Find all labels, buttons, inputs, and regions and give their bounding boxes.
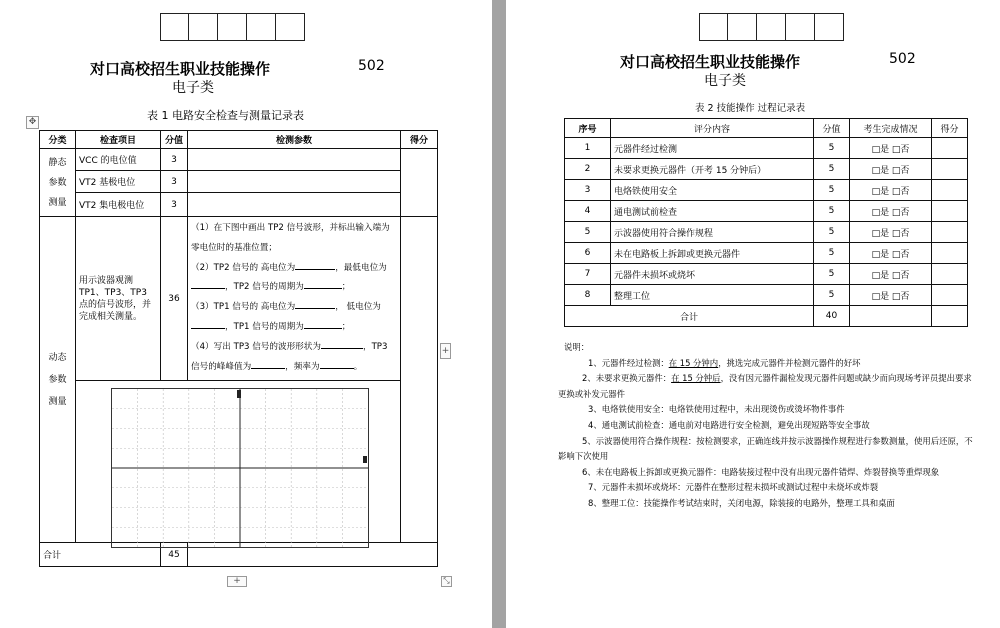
row-no: 1 (565, 138, 611, 159)
total-status-cell[interactable] (850, 306, 932, 327)
row-no: 2 (565, 159, 611, 180)
total-row (565, 306, 968, 327)
header-content: 评分内容 (611, 119, 814, 138)
header-points: 得分 (401, 131, 438, 149)
table-row (40, 217, 438, 381)
row-points-cell[interactable] (932, 264, 968, 285)
row-points-cell[interactable] (932, 201, 968, 222)
row-content: 示波器使用符合操作规程 (611, 222, 814, 243)
row-content: 元器件未损坏或烧坏 (611, 264, 814, 285)
candidate-id-boxes (699, 13, 844, 41)
row-points-cell[interactable] (932, 138, 968, 159)
note-2: 2、未要求更换元器件：在 15 分钟后，没有因元器件漏检发现元器件问题或缺少而向现场考评员提出要求更换或补发元器件 (558, 373, 972, 399)
document-page-right (506, 0, 1000, 628)
row-content: 整理工位 (611, 285, 814, 306)
id-box (699, 13, 728, 41)
add-row-button[interactable]: + (227, 576, 247, 587)
page-subtitle: 电子类 (704, 73, 746, 89)
exam-code: 502 (889, 51, 916, 67)
note-7: 7、元器件未损坏或烧坏：元器件在整形过程未损坏或测试过程中未烧坏或炸裂 (588, 482, 879, 493)
row-content: 未要求更换元器件（开考 15 分钟后） (611, 159, 814, 180)
header-no: 序号 (565, 119, 611, 138)
header-params: 检测参数 (188, 131, 401, 149)
param-input-cell[interactable] (188, 171, 401, 193)
row-status-checkboxes[interactable]: □是 □否 (850, 243, 932, 264)
header-score: 分值 (161, 131, 188, 149)
id-box (189, 13, 218, 41)
row-score: 5 (814, 138, 850, 159)
table-row (565, 180, 968, 201)
notes-section (558, 340, 974, 512)
dynamic-item: 用示波器观测 TP1、TP3、TP3 点的信号波形，并完成相关测量。 (76, 217, 161, 381)
score-cell: 3 (161, 171, 188, 193)
note-8: 8、整理工位：技能操作考试结束时，关闭电源，除装接的电路外，整理工具和桌面 (588, 497, 895, 508)
row-status-checkboxes[interactable]: □是 □否 (850, 180, 932, 201)
item-cell: VT2 集电极电位 (76, 193, 161, 217)
table-row (40, 193, 438, 217)
row-score: 5 (814, 159, 850, 180)
row-points-cell[interactable] (932, 180, 968, 201)
candidate-id-boxes (160, 13, 305, 41)
table-row (565, 264, 968, 285)
row-content: 通电测试前检查 (611, 201, 814, 222)
row-no: 8 (565, 285, 611, 306)
process-rows (565, 138, 968, 306)
item-cell: VCC 的电位值 (76, 149, 161, 171)
row-points-cell[interactable] (932, 243, 968, 264)
note-4: 4、通电测试前检查：通电前对电路进行安全检测，避免出现短路等安全事故 (588, 419, 870, 430)
row-score: 5 (814, 180, 850, 201)
row-points-cell[interactable] (932, 159, 968, 180)
document-page-left (0, 0, 492, 628)
total-label: 合计 (565, 306, 814, 327)
row-no: 6 (565, 243, 611, 264)
row-content: 电烙铁使用安全 (611, 180, 814, 201)
row-content: 元器件经过检测 (611, 138, 814, 159)
table-caption: 表 1 电路安全检查与测量记录表 (147, 109, 304, 122)
id-box (757, 13, 786, 41)
row-score: 5 (814, 243, 850, 264)
row-no: 3 (565, 180, 611, 201)
category-static: 静态 参数 测量 (40, 149, 76, 217)
table-row (565, 201, 968, 222)
note-1: 1、元器件经过检测：在 15 分钟内，挑选完成元器件并检测元器件的好坏 (588, 357, 861, 368)
table-row (565, 159, 968, 180)
row-status-checkboxes[interactable]: □是 □否 (850, 159, 932, 180)
row-content: 未在电路板上拆卸或更换元器件 (611, 243, 814, 264)
row-score: 5 (814, 264, 850, 285)
row-score: 5 (814, 285, 850, 306)
row-no: 4 (565, 201, 611, 222)
table-resize-handle[interactable]: ⤡ (441, 576, 452, 587)
table-header-row (40, 131, 438, 149)
table-row (40, 171, 438, 193)
page-title: 对口高校招生职业技能操作 (90, 60, 271, 78)
row-points-cell[interactable] (932, 222, 968, 243)
category-dynamic: 动态 参数 测量 (40, 217, 76, 543)
page-subtitle: 电子类 (172, 80, 214, 96)
total-label: 合计 (40, 543, 161, 567)
id-box (728, 13, 757, 41)
dynamic-score: 36 (161, 217, 188, 381)
table-row (40, 149, 438, 171)
total-score: 45 (161, 543, 188, 567)
id-box (218, 13, 247, 41)
table-row (565, 138, 968, 159)
id-box (160, 13, 189, 41)
table-row (565, 222, 968, 243)
note-6: 6、未在电路板上拆卸或更换元器件：电路装接过程中没有出现元器件错焊、炸裂替换等重焊现象 (582, 466, 940, 477)
param-input-cell[interactable] (188, 149, 401, 171)
exam-code: 502 (358, 58, 385, 74)
score-cell: 3 (161, 149, 188, 171)
row-status-checkboxes[interactable]: □是 □否 (850, 201, 932, 222)
table-2-process (564, 118, 968, 327)
dynamic-params: （1）在下图中画出 TP2 信号波形，并标出输入端为零电位时的基准位置； （2）TP2 信号的 高电位为 ，最低电位为 ，TP2 信号的周期为 ； （3）TP1 信号的 高电位为 ， 低电位为 ，TP1 信号的周期为 ； （4）写出 TP3 信号的波形形状为 ，TP3 信号的峰峰值为 ，频率为 。 (188, 217, 401, 381)
row-no: 7 (565, 264, 611, 285)
table-move-handle[interactable]: ✥ (26, 116, 39, 129)
page-separator (492, 0, 506, 628)
add-column-button[interactable]: + (440, 343, 451, 359)
row-status-checkboxes[interactable]: □是 □否 (850, 138, 932, 159)
item-cell: VT2 基极电位 (76, 171, 161, 193)
table-row (565, 243, 968, 264)
header-item: 检查项目 (76, 131, 161, 149)
score-cell: 3 (161, 193, 188, 217)
row-status-checkboxes[interactable]: □是 □否 (850, 222, 932, 243)
id-box (247, 13, 276, 41)
header-category: 分类 (40, 131, 76, 149)
header-score: 分值 (814, 119, 850, 138)
total-points-cell[interactable] (932, 306, 968, 327)
row-no: 5 (565, 222, 611, 243)
total-score: 40 (814, 306, 850, 327)
id-box (786, 13, 815, 41)
note-3: 3、电烙铁使用安全：电烙铁使用过程中，未出现烫伤或烫坏物件事件 (588, 404, 845, 415)
notes-title: 说明： (564, 342, 590, 352)
row-score: 5 (814, 222, 850, 243)
row-points-cell[interactable] (932, 285, 968, 306)
points-cell[interactable] (401, 149, 438, 217)
row-status-checkboxes[interactable]: □是 □否 (850, 264, 932, 285)
oscilloscope-grid[interactable] (111, 388, 369, 548)
row-score: 5 (814, 201, 850, 222)
header-points: 得分 (932, 119, 968, 138)
id-box (276, 13, 305, 41)
id-box (815, 13, 844, 41)
table-caption: 表 2 技能操作 过程记录表 (695, 103, 806, 114)
param-input-cell[interactable] (188, 193, 401, 217)
table-row (565, 285, 968, 306)
note-5: 5、示波器使用符合操作规程：按检测要求，正确连线并按示波器操作规程进行参数测量，使用后还原，不影响下次使用 (558, 435, 973, 462)
table-header-row (565, 119, 968, 138)
page-title: 对口高校招生职业技能操作 (620, 53, 801, 71)
header-status: 考生完成情况 (850, 119, 932, 138)
dynamic-points-cell[interactable] (401, 217, 438, 543)
row-status-checkboxes[interactable]: □是 □否 (850, 285, 932, 306)
